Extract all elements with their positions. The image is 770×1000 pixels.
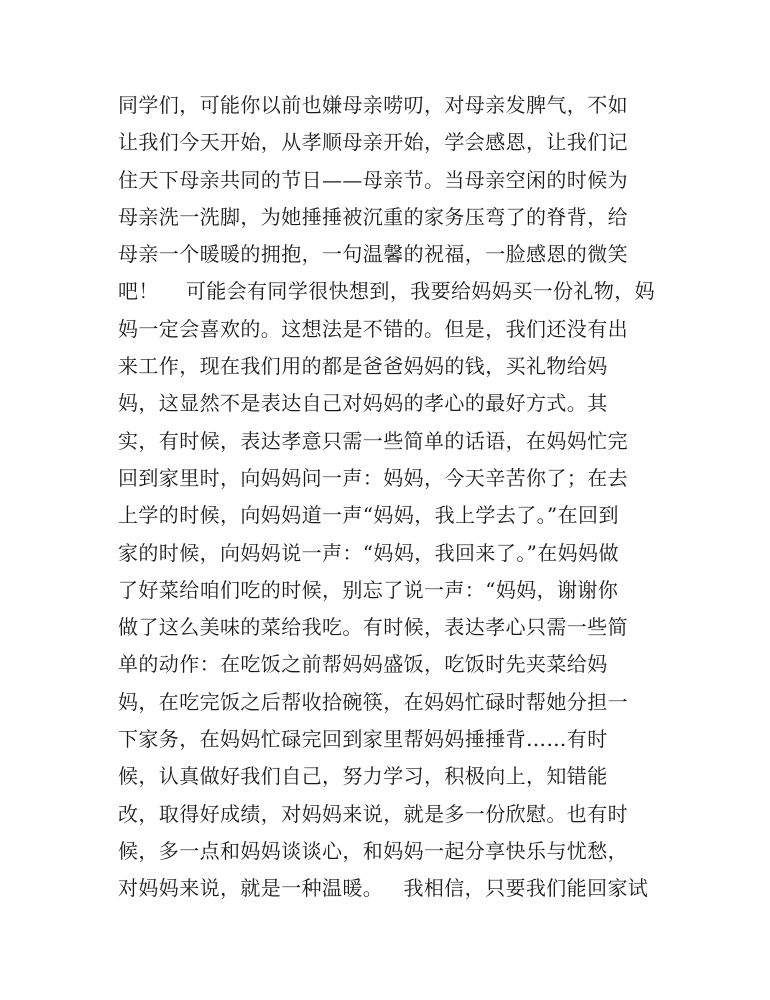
body-text (118, 87, 678, 908)
text-line: 妈，这显然不是表达自己对妈妈的孝心的最好方式。其 (118, 391, 608, 416)
text-line: 候，认真做好我们自己，努力学习，积极向上，知错能 (118, 764, 608, 789)
text-line: 让我们今天开始，从孝顺母亲开始，学会感恩，让我们记 (118, 130, 628, 155)
text-line: 家的时候，向妈妈说一声：“妈妈，我回来了。”在妈妈做 (118, 540, 619, 565)
text-line: 实，有时候，表达孝意只需一些简单的话语，在妈妈忙完 (118, 428, 628, 453)
text-line: 单的动作：在吃饭之前帮妈妈盛饭，吃饭时先夹菜给妈 (118, 652, 608, 677)
text-line: 妈一定会喜欢的。这想法是不错的。但是，我们还没有出 (118, 316, 628, 341)
text-line: 做了这么美味的菜给我吃。有时候，表达孝心只需一些简 (118, 615, 628, 640)
text-line: 回到家里时，向妈妈问一声：妈妈，今天辛苦你了；在去 (118, 465, 628, 490)
text-line: 来工作，现在我们用的都是爸爸妈妈的钱，买礼物给妈 (118, 354, 608, 379)
text-line: 上学的时候，向妈妈道一声“妈妈，我上学去了。”在回到 (118, 503, 619, 528)
text-line: 了好菜给咱们吃的时候，别忘了说一声：“妈妈，谢谢你 (118, 577, 619, 602)
text-line: 妈，在吃完饭之后帮收拾碗筷，在妈妈忙碌时帮她分担一 (118, 689, 628, 714)
text-line: 对妈妈来说，就是一种温暖。 我相信，只要我们能回家试 (118, 876, 649, 901)
text-line: 住天下母亲共同的节日——母亲节。当母亲空闲的时候为 (118, 167, 628, 192)
text-line: 同学们，可能你以前也嫌母亲唠叨，对母亲发脾气，不如 (118, 93, 628, 117)
text-line: 母亲洗一洗脚，为她捶捶被沉重的家务压弯了的脊背，给 (118, 204, 628, 229)
text-line: 下家务，在妈妈忙碌完回到家里帮妈妈捶捶背……有时 (118, 727, 608, 752)
text-line: 母亲一个暖暖的拥抱，一句温馨的祝福，一脸感恩的微笑 (118, 242, 628, 267)
text-line: 改，取得好成绩，对妈妈来说，就是多一份欣慰。也有时 (118, 801, 628, 826)
text-line: 候，多一点和妈妈谈谈心，和妈妈一起分享快乐与忧愁， (118, 838, 628, 863)
text-line: 吧！ 可能会有同学很快想到，我要给妈妈买一份礼物，妈 (118, 279, 656, 304)
